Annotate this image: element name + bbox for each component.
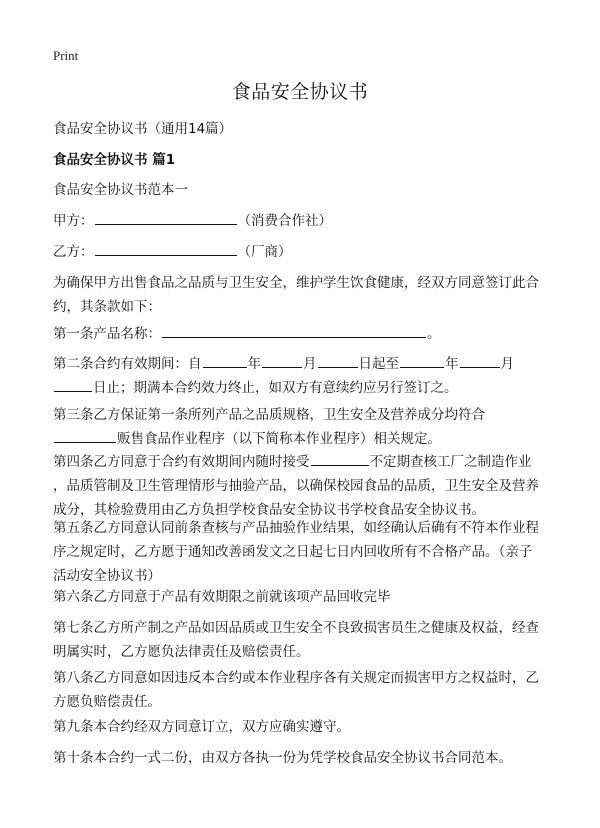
clause-2-line-2 (53, 376, 553, 400)
intro-line: 为确保甲方出售食品之品质与卫生安全，维护学生饮食健康，经双方同意签订此合 (53, 275, 539, 291)
clause-2-blank (400, 353, 444, 368)
clause-1-end: 。 (427, 326, 441, 342)
clause-1-text: 第一条产品名称： (53, 326, 161, 342)
clause-1-blank (162, 323, 426, 338)
clause-3-line-1: 第三条乙方保证第一条所列产品之品质规格，卫生安全及营养成分均符合 (53, 407, 485, 423)
clause-2-text: 月 (500, 356, 514, 372)
clause-10: 第十条本合约一式二份，由双方各执一份为凭学校食品安全协议书合同范本。 (53, 750, 512, 766)
document-subtitle: 食品安全协议书（通用14篇） (53, 121, 233, 137)
clause-2 (53, 352, 553, 400)
clause-2-text: 年 (445, 356, 459, 372)
clause-8-line: 第八条乙方同意如因违反本合约或本作业程序各有关规定而损害甲方之权益时，乙 (53, 670, 539, 686)
clause-2-line-1 (53, 352, 553, 376)
party-a-role: （消费合作社） (237, 213, 332, 229)
clause-1 (53, 322, 553, 346)
clause-2-text: 日止；期满本合约效力终止，如双方有意续约应另行签订之。 (93, 380, 458, 396)
clause-4 (53, 450, 553, 522)
party-a-label: 甲方： (53, 213, 94, 229)
clause-5 (53, 516, 553, 588)
clause-9: 第九条本合约经双方同意订立，双方应确实遵守。 (53, 719, 350, 735)
clause-4-line-3: 成分，其检验费用由乙方负担学校食品安全协议书学校食品安全协议书。 (53, 502, 485, 518)
party-a-blank (95, 210, 237, 225)
intro-line: 约，其条款如下： (53, 299, 161, 315)
sample-label: 食品安全协议书范本一 (53, 182, 188, 198)
party-b-line (53, 240, 553, 264)
clause-2-text: 第二条合约有效期间：自 (53, 356, 202, 372)
party-a-line (53, 209, 553, 233)
clause-3-line-2 (53, 427, 553, 451)
clause-7-line: 第七条乙方所产制之产品如因品质或卫生安全不良致损害员生之健康及权益，经查 (53, 620, 539, 636)
clause-5-line: 活动安全协议书） (53, 568, 161, 584)
clause-4-text: 第四条乙方同意于合约有效期间内随时接受 (53, 454, 310, 470)
clause-3-blank (54, 428, 116, 443)
clause-2-blank (262, 353, 302, 368)
clause-7 (53, 616, 553, 664)
clause-2-text: 年 (247, 356, 261, 372)
clause-2-blank (460, 353, 500, 368)
clause-4-line-2: ，品质管制及卫生管理情形与抽验产品，以确保校园食品的品质，卫生安全及营养 (53, 478, 539, 494)
clause-2-text: 日起至 (358, 356, 399, 372)
print-label: Print (53, 48, 79, 63)
clause-2-text: 月 (303, 356, 317, 372)
clause-5-line: 序之规定时，乙方愿于通知改善函发文之日起七日内回收所有不合格产品。（亲子 (53, 544, 533, 560)
party-b-blank (95, 241, 237, 256)
clause-6: 第六条乙方同意于产品有效期限之前就该项产品回收完毕 (53, 589, 391, 605)
clause-8 (53, 666, 553, 714)
section-heading: 食品安全协议书 篇1 (53, 152, 176, 168)
clause-4-text: 不定期查核工厂之制造作业 (369, 454, 532, 470)
clause-3-text: 贩售食品作业程序（以下简称本作业程序）相关规定。 (117, 431, 441, 447)
clause-4-blank (311, 451, 369, 466)
document-title: 食品安全协议书 (231, 81, 369, 103)
clause-2-blank (318, 353, 358, 368)
clause-4-line-1 (53, 450, 553, 474)
clause-2-blank (54, 377, 92, 392)
clause-7-line: 明属实时，乙方愿负法律责任及赔偿责任。 (53, 644, 310, 660)
intro-paragraph (53, 271, 553, 319)
clause-3 (53, 403, 553, 451)
clause-2-blank (203, 353, 247, 368)
party-b-label: 乙方： (53, 244, 94, 260)
clause-8-line: 方愿负赔偿责任。 (53, 694, 161, 710)
clause-5-line: 第五条乙方同意认同前条查核与产品抽验作业结果，如经确认后确有不符本作业程 (53, 520, 539, 536)
party-b-role: （厂商） (237, 244, 292, 260)
